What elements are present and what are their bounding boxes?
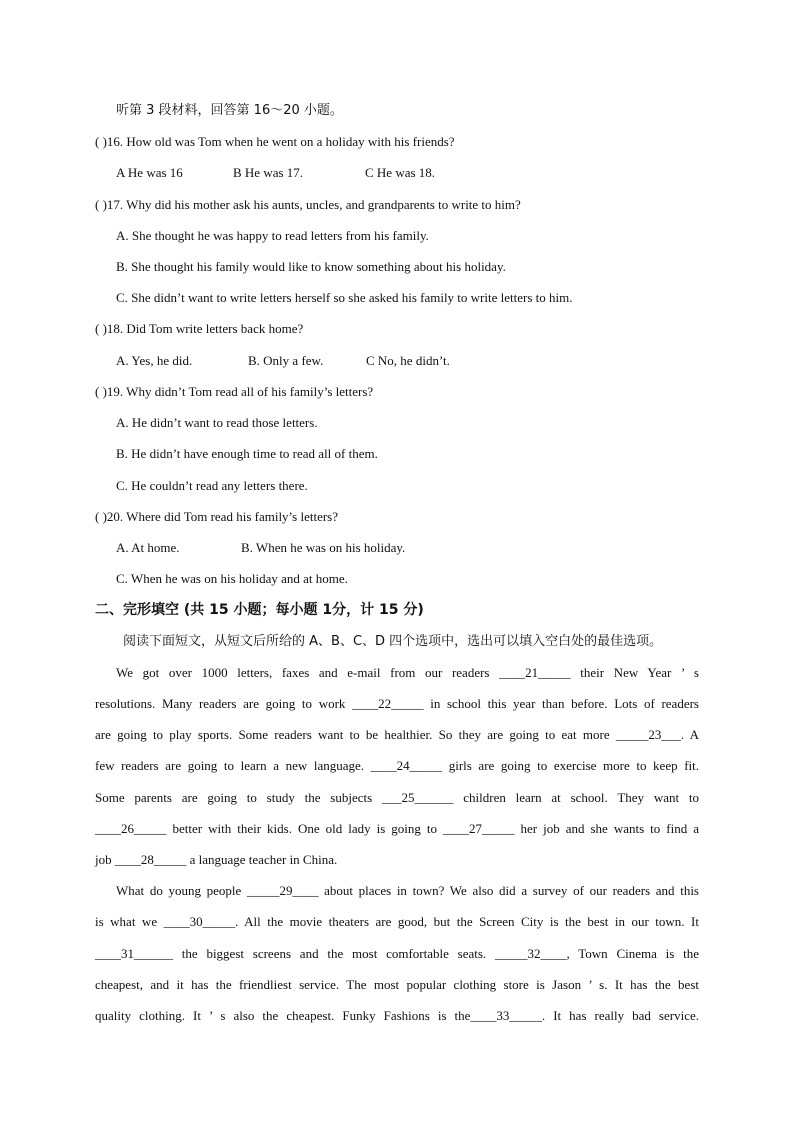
question-16-option-c: C He was 18. <box>365 165 436 180</box>
passage-line-8: What do young people _____29____ about places in town? We also did a survey of our readers and this <box>116 883 699 898</box>
question-19-option-a: A. He didn’t want to read those letters. <box>116 415 318 430</box>
question-17-stem: ( )17. Why did his mother ask his aunts, uncles, and grandparents to write to him? <box>95 197 521 212</box>
passage-line-12: quality clothing. It ’ s also the cheapest. Funky Fashions is the____33_____. It has really bad service. <box>95 1008 699 1023</box>
question-20-stem: ( )20. Where did Tom read his family’s letters? <box>95 509 339 524</box>
question-19-stem: ( )19. Why didn’t Tom read all of his family’s letters? <box>95 384 374 399</box>
section-2-title: 二、完形填空 (共 15 小题；每小题 1分，计 15 分) <box>95 602 424 618</box>
question-18-option-c: C No, he didn’t. <box>366 353 450 368</box>
question-18-option-a: A. Yes, he did. <box>116 353 193 368</box>
question-16-stem: ( )16. How old was Tom when he went on a holiday with his friends? <box>95 134 455 149</box>
question-17-option-b: B. She thought his family would like to know something about his holiday. <box>116 259 506 274</box>
passage-line-4: few readers are going to learn a new language. ____24_____ girls are going to exercise more to keep fit. <box>95 758 699 773</box>
question-17-option-a: A. She thought he was happy to read letters from his family. <box>116 228 429 243</box>
question-20-option-a: A. At home. <box>116 540 180 555</box>
question-18-stem: ( )18. Did Tom write letters back home? <box>95 321 304 336</box>
passage-line-7: job ____28_____ a language teacher in China. <box>95 852 338 867</box>
passage-line-1: We got over 1000 letters, faxes and e-mail from our readers ____21_____ their New Year ’ s <box>116 665 699 680</box>
section-2-instruction: 阅读下面短文，从短文后所给的 A、B、C、D 四个选项中，选出可以填入空白处的最佳选项。 <box>123 634 663 649</box>
question-19-option-b: B. He didn’t have enough time to read all of them. <box>116 446 378 461</box>
passage-line-6: ____26_____ better with their kids. One old lady is going to ____27_____ her job and she wants to find a <box>95 821 699 836</box>
passage-line-3: are going to play sports. Some readers want to be healthier. So they are going to eat more _____23___. A <box>95 727 699 742</box>
question-17-option-c: C. She didn’t want to write letters herself so she asked his family to write letters to him. <box>116 290 573 305</box>
question-16-option-b: B He was 17. <box>233 165 304 180</box>
question-18-option-b: B. Only a few. <box>248 353 324 368</box>
passage-line-11: cheapest, and it has the friendliest service. The most popular clothing store is Jason ’ s. It has the best <box>95 977 699 992</box>
passage-line-2: resolutions. Many readers are going to work ____22_____ in school this year than before. Lots of readers <box>95 696 699 711</box>
question-20-option-c: C. When he was on his holiday and at home. <box>116 571 348 586</box>
passage-line-9: is what we ____30_____. All the movie theaters are good, but the Screen City is the best in our town. It <box>95 914 699 929</box>
question-20-option-b: B. When he was on his holiday. <box>241 540 406 555</box>
question-16-option-a: A He was 16 <box>116 165 183 180</box>
passage-line-10: ____31______ the biggest screens and the most comfortable seats. _____32____, Town Cinema is the <box>95 946 699 961</box>
listening-intro: 听第 3 段材料，回答第 16～20 小题。 <box>116 103 343 118</box>
question-19-option-c: C. He couldn’t read any letters there. <box>116 478 308 493</box>
passage-line-5: Some parents are going to study the subjects ___25______ children learn at school. They want to <box>95 790 699 805</box>
